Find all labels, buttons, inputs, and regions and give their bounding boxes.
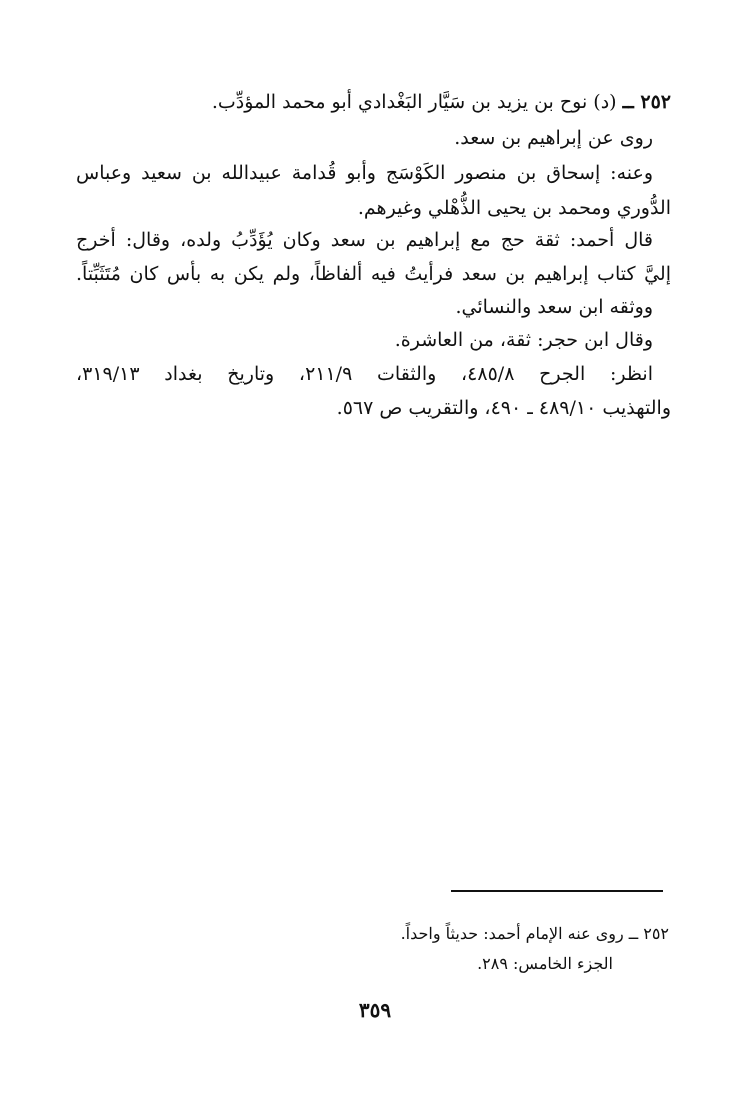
entry-line: قال أحمد: ثقة حج مع إبراهيم بن سعد وكان يُؤَدِّبُ ولده، وقال: أخرج xyxy=(76,229,653,251)
entry-line: وقال ابن حجر: ثقة، من العاشرة. xyxy=(394,329,653,351)
entry-heading-text: (د) نوح بن يزيد بن سَيَّار البَغْدادي أبو محمد المؤدِّب. xyxy=(211,91,617,113)
footnote-divider xyxy=(451,890,663,892)
entry-line: والتهذيب ٤٨٩/١٠ ـ ٤٩٠، والتقريب ص ٥٦٧. xyxy=(336,397,671,419)
entry-line: وعنه: إسحاق بن منصور الكَوْسَج وأبو قُدامة عبيدالله بن سعيد وعباس xyxy=(76,162,653,184)
page-number: ٣٥٩ xyxy=(358,998,392,1022)
footnote-line: ٢٥٢ ــ روى عنه الإمام أحمد: حديثاً واحداً. xyxy=(400,924,669,943)
entry-line: الدُّوري ومحمد بن يحيى الذُّهْلي وغيرهم. xyxy=(357,197,671,219)
entry-line: انظر: الجرح ٤٨٥/٨، والثقات ٢١١/٩، وتاريخ بغداد ٣١٩/١٣، xyxy=(76,363,653,385)
footnote-line: الجزء الخامس: ٢٨٩. xyxy=(477,954,613,973)
entry-number: ٢٥٢ ــ xyxy=(622,91,671,113)
entry-line: ووثقه ابن سعد والنسائي. xyxy=(455,296,653,318)
entry-line: روى عن إبراهيم بن سعد. xyxy=(454,127,653,149)
entry-line: إليَّ كتاب إبراهيم بن سعد فرأيتُ فيه ألفاظاً، ولم يكن به بأس كان مُتَثَبِّتاً. xyxy=(76,263,671,285)
entry-heading xyxy=(212,88,671,116)
